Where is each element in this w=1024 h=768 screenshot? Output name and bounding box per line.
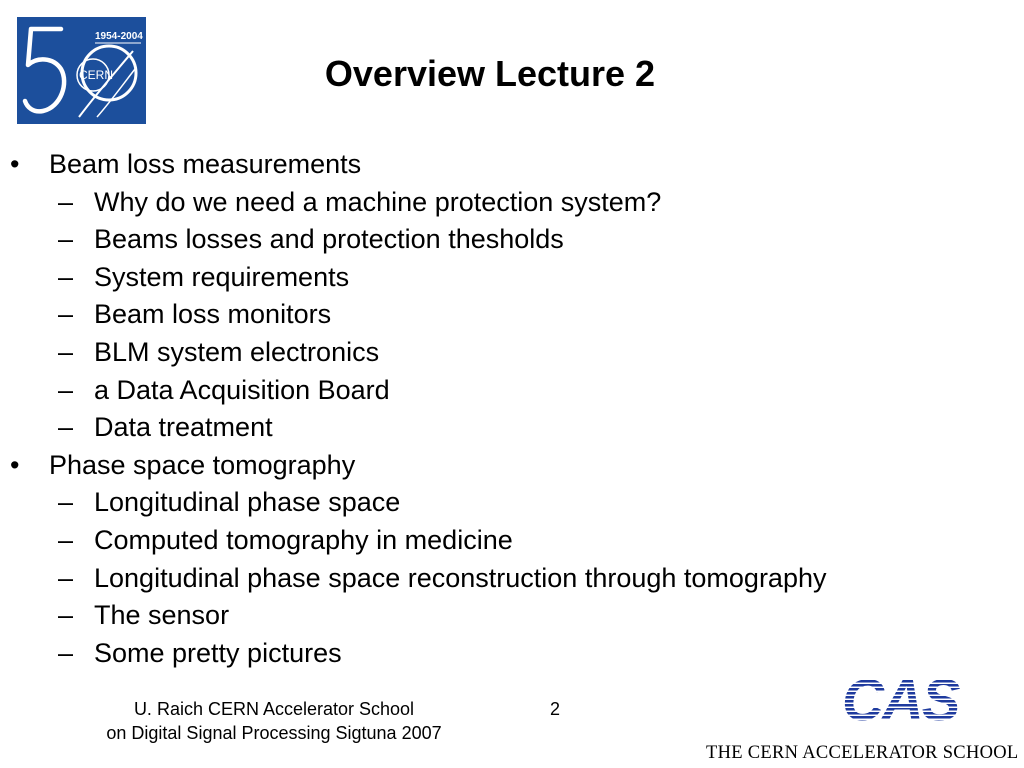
bullet-marker: • — [10, 449, 20, 480]
sub-bullet-marker: – — [58, 299, 74, 330]
sub-bullet-text: a Data Acquisition Board — [94, 374, 390, 405]
footer-line-1: U. Raich CERN Accelerator School — [133, 699, 415, 719]
sub-bullet-item — [0, 372, 1024, 410]
footer-line-2: on Digital Signal Processing Sigtuna 2007 — [106, 723, 442, 743]
sub-bullet-marker: – — [58, 412, 74, 443]
cern-50-logo-icon — [17, 17, 146, 124]
sub-bullet-text: Some pretty pictures — [94, 637, 342, 668]
sub-bullet-text: Longitudinal phase space reconstruction through tomography — [94, 562, 827, 593]
sub-bullet-item — [0, 560, 1024, 598]
sub-bullet-text: Beams losses and protection thesholds — [94, 224, 564, 255]
sub-bullet-text: The sensor — [94, 600, 230, 631]
sub-bullet-marker: – — [58, 562, 74, 593]
sub-bullet-item — [0, 597, 1024, 635]
sub-bullet-marker: – — [58, 224, 74, 255]
bullet-text: Beam loss measurements — [49, 149, 362, 179]
sub-bullet-item — [0, 184, 1024, 222]
sub-bullet-marker: – — [58, 186, 74, 217]
sub-bullet-marker: – — [58, 261, 74, 292]
sub-bullet-item — [0, 334, 1024, 372]
page-number: 2 — [549, 699, 560, 719]
sub-bullet-item — [0, 635, 1024, 673]
sub-bullet-item — [0, 296, 1024, 334]
sub-bullet-item — [0, 409, 1024, 447]
sub-bullet-marker: – — [58, 336, 74, 367]
sub-bullet-marker: – — [58, 374, 74, 405]
footer-credits — [60, 697, 488, 745]
logo-years: 1954-2004 — [95, 31, 143, 42]
sub-bullet-marker: – — [58, 637, 74, 668]
sub-bullet-text: Why do we need a machine protection system? — [94, 186, 662, 217]
sub-bullet-marker: – — [58, 524, 74, 555]
bullet-text: Phase space tomography — [49, 449, 356, 480]
sub-bullet-item — [0, 484, 1024, 522]
sub-bullet-text: BLM system electronics — [94, 336, 380, 367]
sub-bullet-text: Beam loss monitors — [94, 299, 332, 330]
page-title: Overview Lecture 2 — [324, 53, 656, 94]
cas-logo-text: CAS — [842, 668, 959, 728]
sub-bullet-item — [0, 221, 1024, 259]
logo-org: CERN — [79, 68, 114, 82]
sub-bullet-marker: – — [58, 487, 74, 518]
sub-bullet-text: Data treatment — [94, 412, 273, 443]
sub-bullet-text: System requirements — [94, 261, 350, 292]
bullet-list — [0, 146, 1024, 672]
sub-bullet-text: Computed tomography in medicine — [94, 524, 513, 555]
bullet-marker: • — [10, 149, 20, 179]
bullet-item — [0, 447, 1024, 485]
bullet-item — [0, 146, 1024, 184]
sub-bullet-item — [0, 259, 1024, 297]
sub-bullet-marker: – — [58, 600, 74, 631]
cas-logo-icon — [840, 668, 990, 733]
sub-bullet-item — [0, 522, 1024, 560]
school-name: THE CERN ACCELERATOR SCHOOL — [706, 743, 1019, 763]
sub-bullet-text: Longitudinal phase space — [94, 487, 401, 518]
